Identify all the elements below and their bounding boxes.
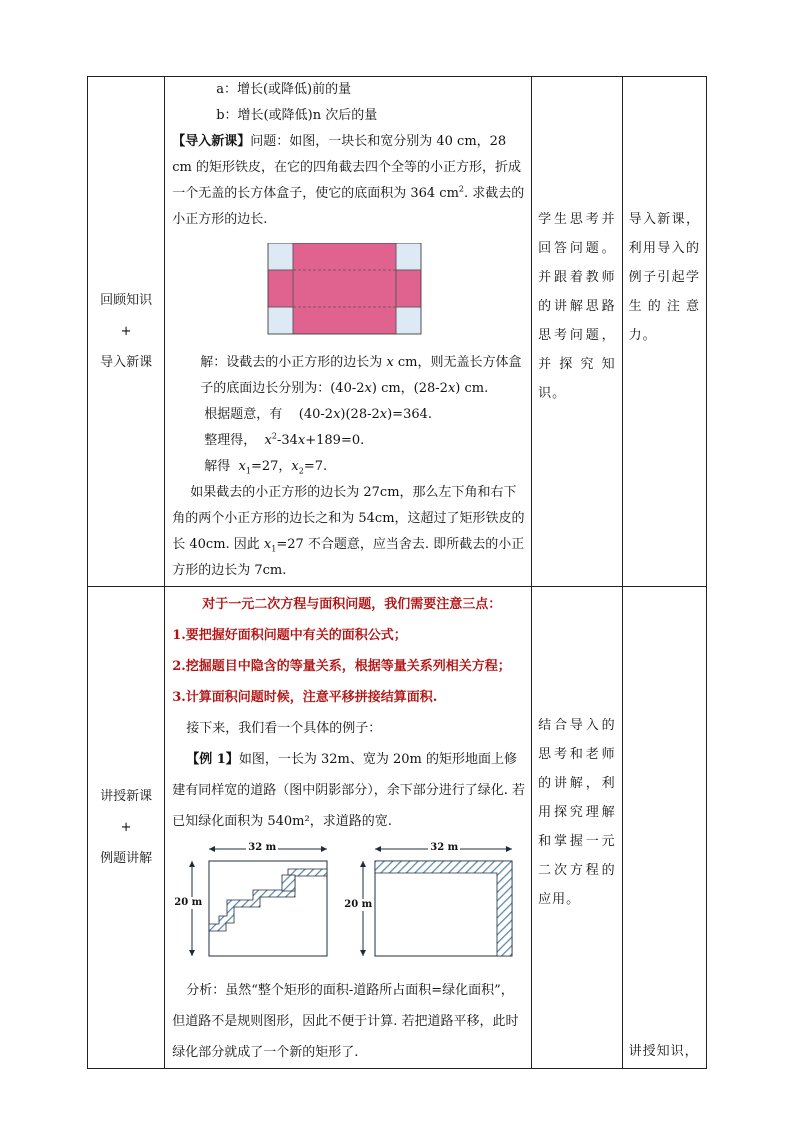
design-intent-cell [622,77,706,587]
content-cell [165,587,532,1069]
side-flap [396,270,421,307]
box-net-diagram [172,243,522,339]
corner-square [396,307,421,334]
design-intent: 讲授知识， [628,1044,699,1059]
corner-square [268,243,293,270]
stage-label: 导入新课 [100,355,153,370]
roots-line: 解得 $x_1=27$，$x_2=7$. [204,459,328,476]
student-activity: 学生思考并回答问题。并跟着教师的讲解思路思考问题，并探究知识。 [538,212,616,401]
table-row [88,77,707,587]
corner-square [268,307,293,334]
height-label: 20 m [344,899,373,910]
stage-label: 讲授新课 [100,789,153,804]
width-label: 32 m [430,842,459,853]
key-points-heading: 对于一元二次方程与面积问题，我们需要注意三点： [202,597,502,612]
stage-cell [88,587,165,1069]
design-intent: 导入新课，利用导入的例子引起学生的注意力。 [628,212,700,343]
key-point: 1.要把握好面积问题中有关的面积公式； [172,628,407,643]
stage-label: 例题讲解 [100,851,153,866]
student-activity-cell [532,587,622,1069]
student-activity-cell [532,77,622,587]
stage-cell [88,77,165,587]
key-point: 3.计算面积问题时候，注意平移拼接结算面积. [172,690,438,705]
content-cell [165,77,532,587]
box-body [293,243,396,334]
corner-square [396,243,421,270]
analysis-paragraph: 分析：虽然“整个矩形的面积-道路所占面积=绿化面积”，但道路不是规则图形，因此不便于计算. 若把道路平移，此时绿化部分就成了一个新的矩形了. [172,983,519,1060]
stage-label: 回顾知识 [100,293,153,308]
road-figure-lshape [357,845,527,963]
road-figures [172,837,525,975]
equation-line: 根据题意，有 (40-2x)(28-2x)=364. [204,407,433,422]
note-b: b：增长(或降低)n 次后的量 [216,108,378,123]
example-paragraph: 【例 1】如图，一长为 32m、宽为 20m 的矩形地面上修建有同样宽的道路（图中阴影部分），余下部分进行了绿化. 若已知绿化面积为 540m²，求道路的宽. [172,752,525,829]
width-label: 32 m [248,842,277,853]
note-a: a：增长(或降低)前的量 [216,82,352,97]
example-tag: 【例 1】 [186,752,239,767]
table-row [88,587,707,1069]
side-flap [268,270,293,307]
key-point: 2.挖掘题目中隐含的等量关系，根据等量关系列相关方程； [172,659,511,674]
stage-plus: + [120,820,132,835]
transition-line: 接下来，我们看一个具体的例子： [186,721,382,736]
road-figure-stepped [184,845,334,963]
intro-paragraph: 【导入新课】问题：如图，一块长和宽分别为 40 cm，28 cm 的矩形铁皮，在它的四角截去四个全等的小正方形，折成一个无盖的长方体盒子，使它的底面积为 364 $cm^2$. 求截去的小正方形的边长. [172,134,525,227]
conclusion-paragraph: 如果截去的小正方形的边长为 27cm，那么左下角和右下角的两个小正方形的边长之和为 54cm，这超过了矩形铁皮的长 40cm. 因此 $x_1=27$ 不合题意，应当舍去. 即所截去的小正方形的边长为 7cm. [172,485,525,578]
lesson-table [87,76,707,1069]
height-label: 20 m [174,897,203,908]
intro-tag: 【导入新课】 [172,134,251,149]
solution-line: 解：设截去的小正方形的边长为 x cm，则无盖长方体盒子的底面边长分别为：(40-2x) cm，(28-2x) cm. [200,355,522,396]
design-intent-cell [622,587,706,1069]
box-net-figure [172,239,525,345]
simplified-line: 整理得， $x^2-34x+189=0$. [204,431,365,448]
student-activity: 结合导入的思考和老师的讲解，利用探究理解和掌握一元二次方程的应用。 [538,718,616,907]
stage-plus: + [120,324,132,339]
